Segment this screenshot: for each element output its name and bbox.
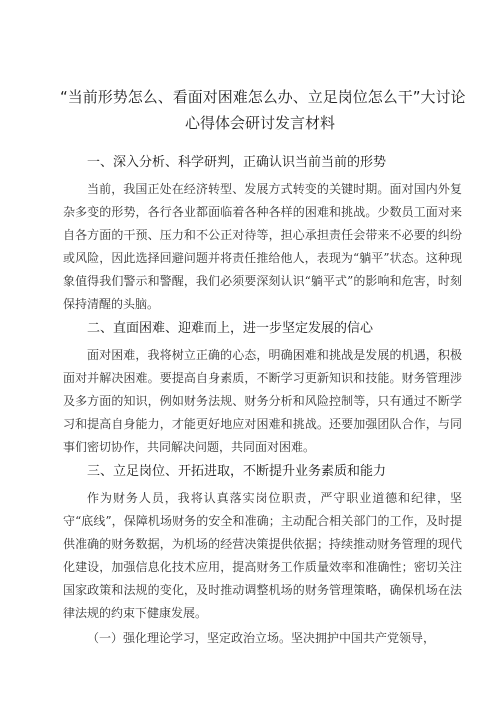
title-line-2: 心得体会研讨发言材料 xyxy=(184,114,335,132)
section-3-heading: 三、立足岗位、开拓进取，不断提升业务素质和能力 xyxy=(87,464,387,479)
section-1-paragraph: 当前，我国正处在经济转型、发展方式转变的关键时期。面对国内外复杂多变的形势，各行各业都面临着各种各样的困难和挑战。少数员工面对来自各方面的干预、压力和不公正对待等，担心承担责任会带来不必要的纠纷或风险，因此选择回避问题并将责任推给他人，表现为“躺平”状态。这种现象值得我们警示和警醒，我们必须要深刻认识“躺平式”的影响和危害，时刻保持清醒的头脑。 xyxy=(63,182,462,311)
section-1-heading: 一、深入分析、科学研判，正确认识当前当前的形势 xyxy=(87,155,387,170)
subpoint-1: （一）强化理论学习，坚定政治立场。坚决拥护中国共产党领导， xyxy=(87,631,436,645)
document-body xyxy=(63,152,462,652)
section-3-paragraph: 作为财务人员，我将认真落实岗位职责，严守职业道德和纪律，坚守“底线”，保障机场财务的安全和准确；主动配合相关部门的工作，及时提供准确的财务数据，为机场的经营决策提供依据；持续推动财务管理的现代化建设，加强信息化技术应用，提高财务工作质量效率和准确性；密切关注国家政策和法规的变化，及时推动调整机场的财务管理策略，确保机场在法律法规的约束下健康发展。 xyxy=(63,491,462,620)
section-2-heading: 二、直面困难、迎难而上，进一步坚定发展的信心 xyxy=(87,321,374,336)
title-line-1: “当前形势怎么、看面对困难怎么办、立足岗位怎么干”大讨论 xyxy=(60,88,466,106)
section-2-paragraph: 面对困难，我将树立正确的心态，明确困难和挑战是发展的机遇，积极面对并解决困难。要提高自身素质，不断学习更新知识和技能。财务管理涉及多方面的知识，例如财务法规、财务分析和风险控制等，只有通过不断学习和提高自身能力，才能更好地应对困难和挑战。还要加强团队合作，与同事们密切协作，共同解决问题，共同面对困难。 xyxy=(63,348,462,454)
document-title xyxy=(60,84,466,136)
